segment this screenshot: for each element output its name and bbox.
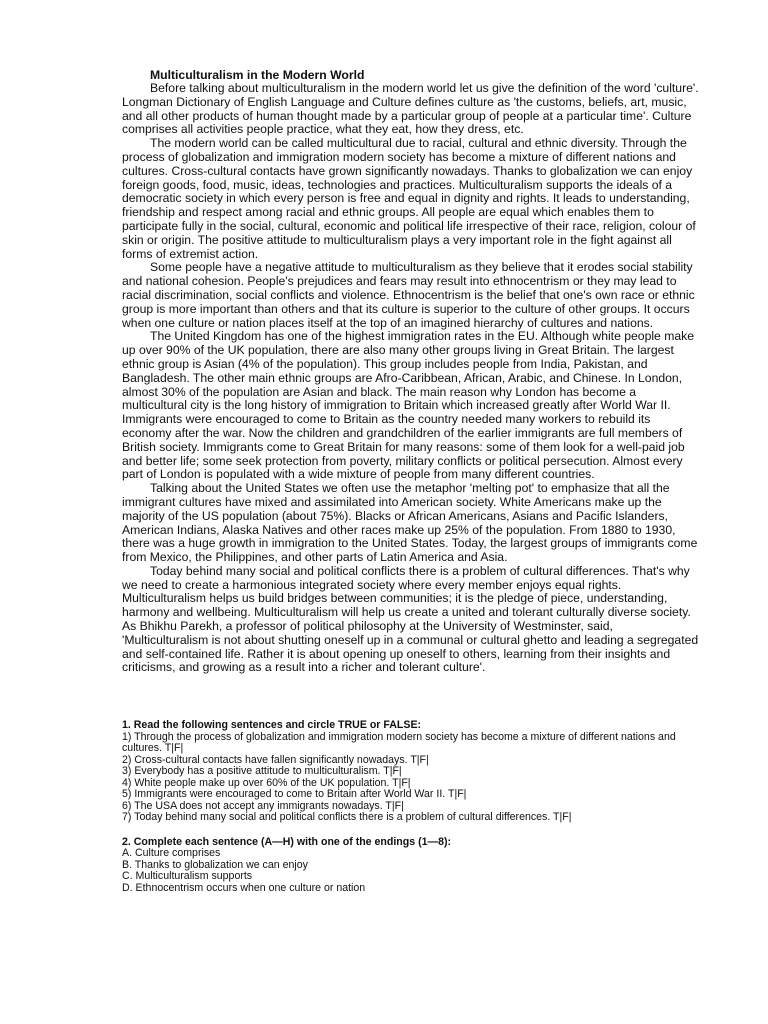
exercise-2-item: A. Culture comprises [122,847,221,860]
article-paragraph-1: Before talking about multiculturalism in the modern world let us give the definition of the word 'culture'. Longman Dictionary of English Language and Culture defines culture as 'the customs, beliefs, art, music, and all other products of human thought made by a particular group of people at a particular time'. Culture comprises all activities people practice, what they eat, how they dress, etc. [122,81,699,137]
exercise-1-item: 7) Today behind many social and political conflicts there is a problem of cultural differences. T|F| [122,811,572,824]
exercise-2-item: B. Thanks to globalization we can enjoy [122,858,308,871]
exercise-2-item: C. Multiculturalism supports [122,870,253,883]
exercise-1-item: 6) The USA does not accept any immigrants nowadays. T|F| [122,799,404,812]
article [122,68,702,675]
article-paragraph-5: Talking about the United States we often use the metaphor 'melting pot' to emphasize that all the immigrant cultures have mixed and assimilated into American society. White Americans make up the majority of the US population (about 75%). Blacks or African Americans, Asians and Pacific Islanders, American Indians, Alaska Natives and other races make up 25% of the population. From 1880 to 1930, there was a huge growth in immigration to the United States. Today, the largest groups of immigrants come from Mexico, the Philippines, and other parts of Latin America and Asia. [122,481,698,565]
exercise-1-item: 4) White people make up over 60% of the UK population. T|F| [122,776,411,789]
exercise-1-item: 3) Everybody has a positive attitude to multiculturalism. T|F| [122,765,402,778]
article-paragraph-2: The modern world can be called multicultural due to racial, cultural and ethnic diversity. Through the process of globalization and immigration modern society has become a mixture of different nations and cultures. Cross-cultural contacts have grown significantly nowadays. Thanks to globalization we can enjoy foreign goods, food, music, ideas, technologies and practices. Multiculturalism supports the ideals of a democratic society in which every person is free and equal in dignity and rights. It leads to understanding, friendship and respect among racial and ethnic groups. All people are equal which enables them to participate fully in the social, cultural, economic and political life irrespective of their race, religion, colour of skin or origin. The positive attitude to multiculturalism plays a very important role in the fight against all forms of extremist action. [122,136,696,261]
exercise-1-item: 1) Through the process of globalization and immigration modern society has become a mixture of different nations and cultures. T|F| [122,730,676,755]
document-page [122,68,702,894]
exercise-2-item: D. Ethnocentrism occurs when one culture or nation [122,881,366,894]
exercise-2-title: 2. Complete each sentence (A—H) with one of the endings (1—8): [122,835,452,848]
exercise-true-false [122,719,702,823]
exercise-1-item: 5) Immigrants were encouraged to come to Britain after World War II. T|F| [122,788,467,801]
exercise-matching [122,836,702,894]
article-paragraph-4: The United Kingdom has one of the highest immigration rates in the EU. Although white people make up over 90% of the UK population, there are also many other groups living in Great Britain. The largest ethnic group is Asian (4% of the population). This group includes people from India, Pakistan, and Bangladesh. The other main ethnic groups are Afro-Caribbean, African, Arabic, and Chinese. In London, almost 30% of the population are Asian and black. The main reason why London has become a multicultural city is the long history of immigration to Britain which increased greatly after World War II. Immigrants were encouraged to come to Britain as the country needed many workers to rebuild its economy after the war. Now the children and grandchildren of the earlier immigrants are full members of British society. Immigrants come to Great Britain for many reasons: some of them look for a well-paid job and better life; some seek protection from poverty, military conflicts or political persecution. Almost every part of London is populated with a wide mixture of people from many different countries. [122,329,695,482]
exercise-1-title: 1. Read the following sentences and circle TRUE or FALSE: [122,719,422,732]
exercise-1-item: 2) Cross-cultural contacts have fallen significantly nowadays. T|F| [122,753,429,766]
article-title: Multiculturalism in the Modern World [150,68,365,82]
article-paragraph-3: Some people have a negative attitude to multiculturalism as they believe that it erodes social stability and national cohesion. People's prejudices and fears may result into ethnocentrism or they may lead to racial discrimination, social conflicts and violence. Ethnocentrism is the belief that one's own race or ethnic group is more important than others and that its culture is superior to the culture of other groups. It occurs when one culture or nation places itself at the top of an imagined hierarchy of cultures and nations. [122,260,695,330]
article-paragraph-6: Today behind many social and political conflicts there is a problem of cultural differences. That's why we need to create a harmonious integrated society where every member enjoys equal rights. Multiculturalism helps us build bridges between communities; it is the pledge of piece, understanding, harmony and wellbeing. Multiculturalism will help us create a united and tolerant culturally diverse society. As Bhikhu Parekh, a professor of political philosophy at the University of Westminster, said, 'Multiculturalism is not about shutting oneself up in a communal or cultural ghetto and leading a segregated and self-contained life. Rather it is about opening up oneself to others, learning from their insights and criticisms, and growing as a result into a richer and tolerant culture'. [122,563,699,675]
